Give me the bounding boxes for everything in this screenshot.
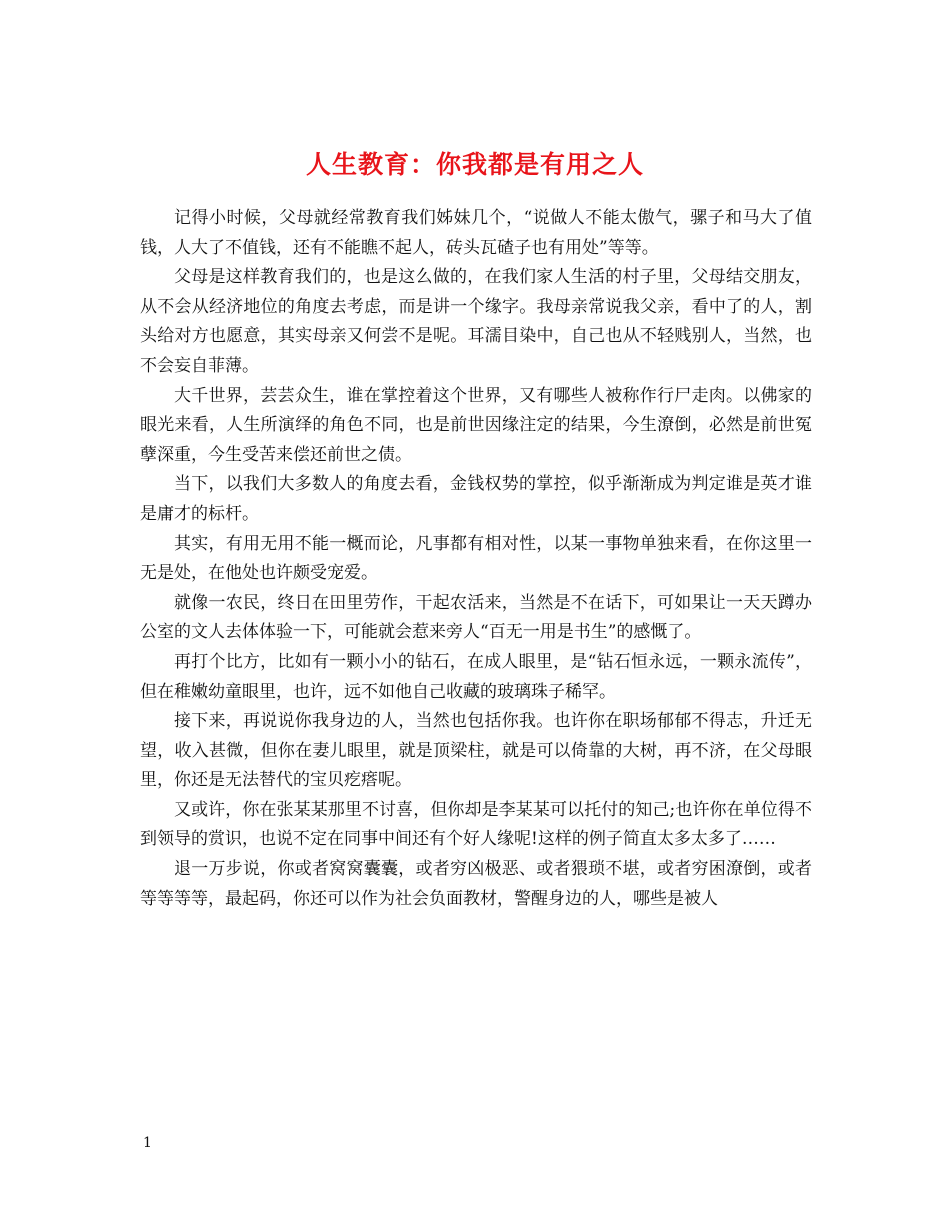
paragraph: 记得小时候，父母就经常教育我们姊妹几个，“说做人不能太傲气，骡子和马大了值钱，人大了不值钱，还有不能瞧不起人，砖头瓦碴子也有用处”等等。	[140, 208, 812, 258]
page-number: 1	[143, 1135, 152, 1151]
paragraph: 就像一农民，终日在田里劳作，干起农活来，当然是不在话下，可如果让一天天蹲办公室的文人去体体验一下，可能就会惹来旁人“百无一用是书生”的感慨了。	[140, 592, 812, 643]
paragraph: 当下，以我们大多数人的角度去看，金钱权势的掌控，似乎渐渐成为判定谁是英才谁是庸才的标杆。	[140, 474, 812, 524]
paragraph: 再打个比方，比如有一颗小小的钻石，在成人眼里，是“钻石恒永远，一颗永流传”，但在稚嫩幼童眼里，也许，远不如他自己收藏的玻璃珠子稀罕。	[140, 651, 812, 702]
paragraph: 又或许，你在张某某那里不讨喜，但你却是李某某可以托付的知己;也许你在单位得不到领导的赏识，也说不定在同事中间还有个好人缘呢!这样的例子简直太多太多了……	[140, 799, 812, 850]
document-body	[140, 204, 812, 914]
paragraph: 其实，有用无用不能一概而论，凡事都有相对性，以某一事物单独来看，在你这里一无是处，在他处也许颇受宠爱。	[140, 533, 812, 584]
paragraph: 接下来，再说说你我身边的人，当然也包括你我。也许你在职场郁郁不得志，升迁无望，收入甚微，但你在妻儿眼里，就是顶梁柱，就是可以倚靠的大树，再不济，在父母眼里，你还是无法替代的宝贝疙瘩呢。	[140, 711, 812, 791]
paragraph: 父母是这样教育我们的，也是这么做的，在我们家人生活的村子里，父母结交朋友，从不会从经济地位的角度去考虑，而是讲一个缘字。我母亲常说我父亲，看中了的人，割头给对方也愿意，其实母亲又何尝不是呢。耳濡目染中，自己也从不轻贱别人，当然，也不会妄自菲薄。	[140, 267, 812, 376]
paragraph: 退一万步说，你或者窝窝囊囊，或者穷凶极恶、或者猥琐不堪，或者穷困潦倒，或者等等等等，最起码，你还可以作为社会负面教材，警醒身边的人，哪些是被人	[140, 859, 812, 909]
document-title: 人生教育：你我都是有用之人	[305, 149, 644, 179]
paragraph: 大千世界，芸芸众生，谁在掌控着这个世界，又有哪些人被称作行尸走肉。以佛家的眼光来看，人生所演绎的角色不同，也是前世因缘注定的结果，今生潦倒，必然是前世冤孽深重，今生受苦来偿还前世之债。	[140, 385, 812, 465]
